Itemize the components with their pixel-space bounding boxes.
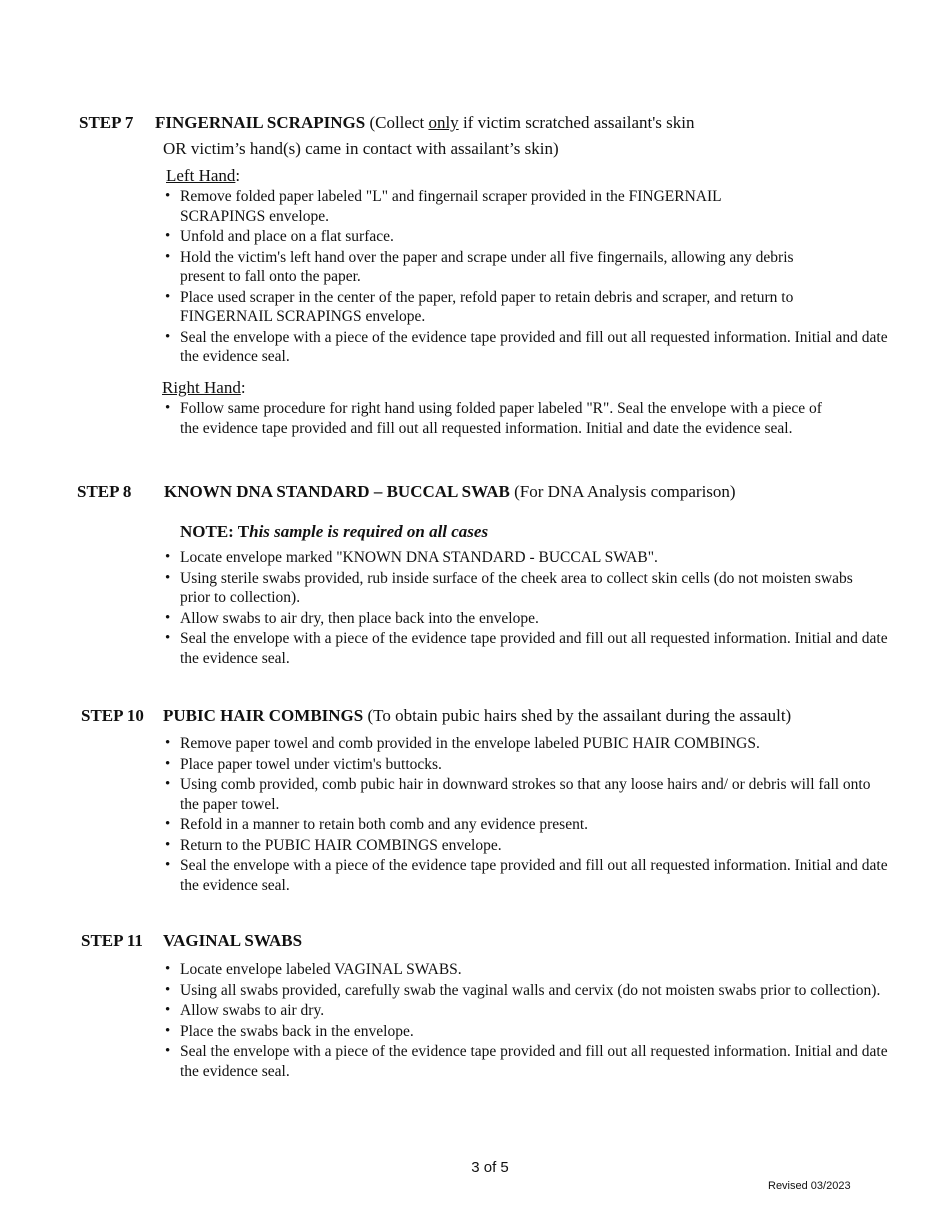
- left-hand-label: Left Hand:: [166, 166, 241, 185]
- step7-number: STEP 7: [79, 113, 134, 132]
- right-hand-label-text: Right Hand: [162, 378, 241, 397]
- step8-note-bold: NOTE: T: [180, 522, 250, 541]
- list-item: • Place paper towel under victim's buttocks.: [164, 755, 909, 775]
- list-item: • Allow swabs to air dry.: [164, 1001, 909, 1021]
- step11-title: [163, 931, 302, 951]
- step7-title-bold: FINGERNAIL SCRAPINGS: [155, 113, 366, 132]
- list-item: • Allow swabs to air dry, then place back into the envelope.: [164, 609, 909, 629]
- list-item: • Using comb provided, comb pubic hair in downward strokes so that any loose hairs and/ or debris will fall onto the paper towel.: [164, 775, 880, 814]
- list-item: • Follow same procedure for right hand using folded paper labeled "R". Seal the envelope with a piece of the evidence tape provided and fill out all requested information. Initial and date the evidence seal.: [164, 399, 844, 438]
- list-item: • Hold the victim's left hand over the paper and scrape under all five fingernails, allowing any debris present to fall onto the paper.: [164, 248, 840, 287]
- step7-title-line2: OR victim’s hand(s) came in contact with assailant’s skin): [163, 139, 559, 158]
- revised-date: Revised 03/2023: [768, 1180, 851, 1192]
- step10-number: STEP 10: [81, 706, 144, 725]
- left-hand-label-text: Left Hand: [166, 166, 236, 185]
- list-item: • Seal the envelope with a piece of the evidence tape provided and fill out all requested information. Initial and date the evidence seal.: [164, 1042, 909, 1081]
- list-item: • Using sterile swabs provided, rub inside surface of the cheek area to collect skin cells (do not moisten swabs prior to collection).: [164, 569, 860, 608]
- step7-title-only: only: [428, 113, 459, 132]
- step10-list: [164, 734, 909, 896]
- step8-title: [164, 482, 736, 502]
- list-item: • Unfold and place on a flat surface.: [164, 227, 909, 247]
- list-item: • Return to the PUBIC HAIR COMBINGS envelope.: [164, 836, 909, 856]
- step10-title: [163, 706, 791, 726]
- step11-list: [164, 960, 909, 1082]
- step8-title-bold: KNOWN DNA STANDARD – BUCCAL SWAB: [164, 482, 510, 501]
- step8-note-italic: his sample is required on all cases: [249, 522, 489, 541]
- right-hand-list: [164, 399, 844, 439]
- list-item: • Locate envelope marked "KNOWN DNA STANDARD - BUCCAL SWAB".: [164, 548, 909, 568]
- list-item: • Place the swabs back in the envelope.: [164, 1022, 909, 1042]
- list-item: • Remove paper towel and comb provided in the envelope labeled PUBIC HAIR COMBINGS.: [164, 734, 909, 754]
- list-item: • Seal the envelope with a piece of the evidence tape provided and fill out all requested information. Initial and date the evidence seal.: [164, 856, 909, 895]
- list-item: • Using all swabs provided, carefully swab the vaginal walls and cervix (do not moisten swabs prior to collection).: [164, 981, 909, 1001]
- step7-title-pre: (Collect: [365, 113, 429, 132]
- list-item: • Seal the envelope with a piece of the evidence tape provided and fill out all requested information. Initial and date the evidence seal.: [164, 629, 909, 668]
- list-item: • Seal the envelope with a piece of the evidence tape provided and fill out all requested information. Initial and date the evidence seal.: [164, 328, 909, 367]
- list-item: • Refold in a manner to retain both comb and any evidence present.: [164, 815, 909, 835]
- right-hand-label: Right Hand:: [162, 378, 246, 397]
- list-item: • Place used scraper in the center of the paper, refold paper to retain debris and scraper, and return to FINGERNAIL SCRAPINGS envelope.: [164, 288, 880, 327]
- step11-title-bold: VAGINAL SWABS: [163, 931, 303, 950]
- list-item: • Locate envelope labeled VAGINAL SWABS.: [164, 960, 909, 980]
- step8-number: STEP 8: [77, 482, 132, 501]
- page-number: 3 of 5: [471, 1159, 509, 1176]
- step8-note: [180, 522, 488, 542]
- step10-title-bold: PUBIC HAIR COMBINGS: [163, 706, 364, 725]
- step11-number: STEP 11: [81, 931, 143, 950]
- step10-title-rest: (To obtain pubic hairs shed by the assailant during the assault): [363, 706, 792, 725]
- step8-title-rest: (For DNA Analysis comparison): [509, 482, 736, 501]
- step7-title: [155, 113, 695, 133]
- step8-list: [164, 548, 909, 669]
- left-hand-list: [164, 187, 909, 368]
- step7-title-post: if victim scratched assailant's skin: [458, 113, 695, 132]
- list-item: • Remove folded paper labeled "L" and fingernail scraper provided in the FINGERNAIL SCRAPINGS envelope.: [164, 187, 780, 226]
